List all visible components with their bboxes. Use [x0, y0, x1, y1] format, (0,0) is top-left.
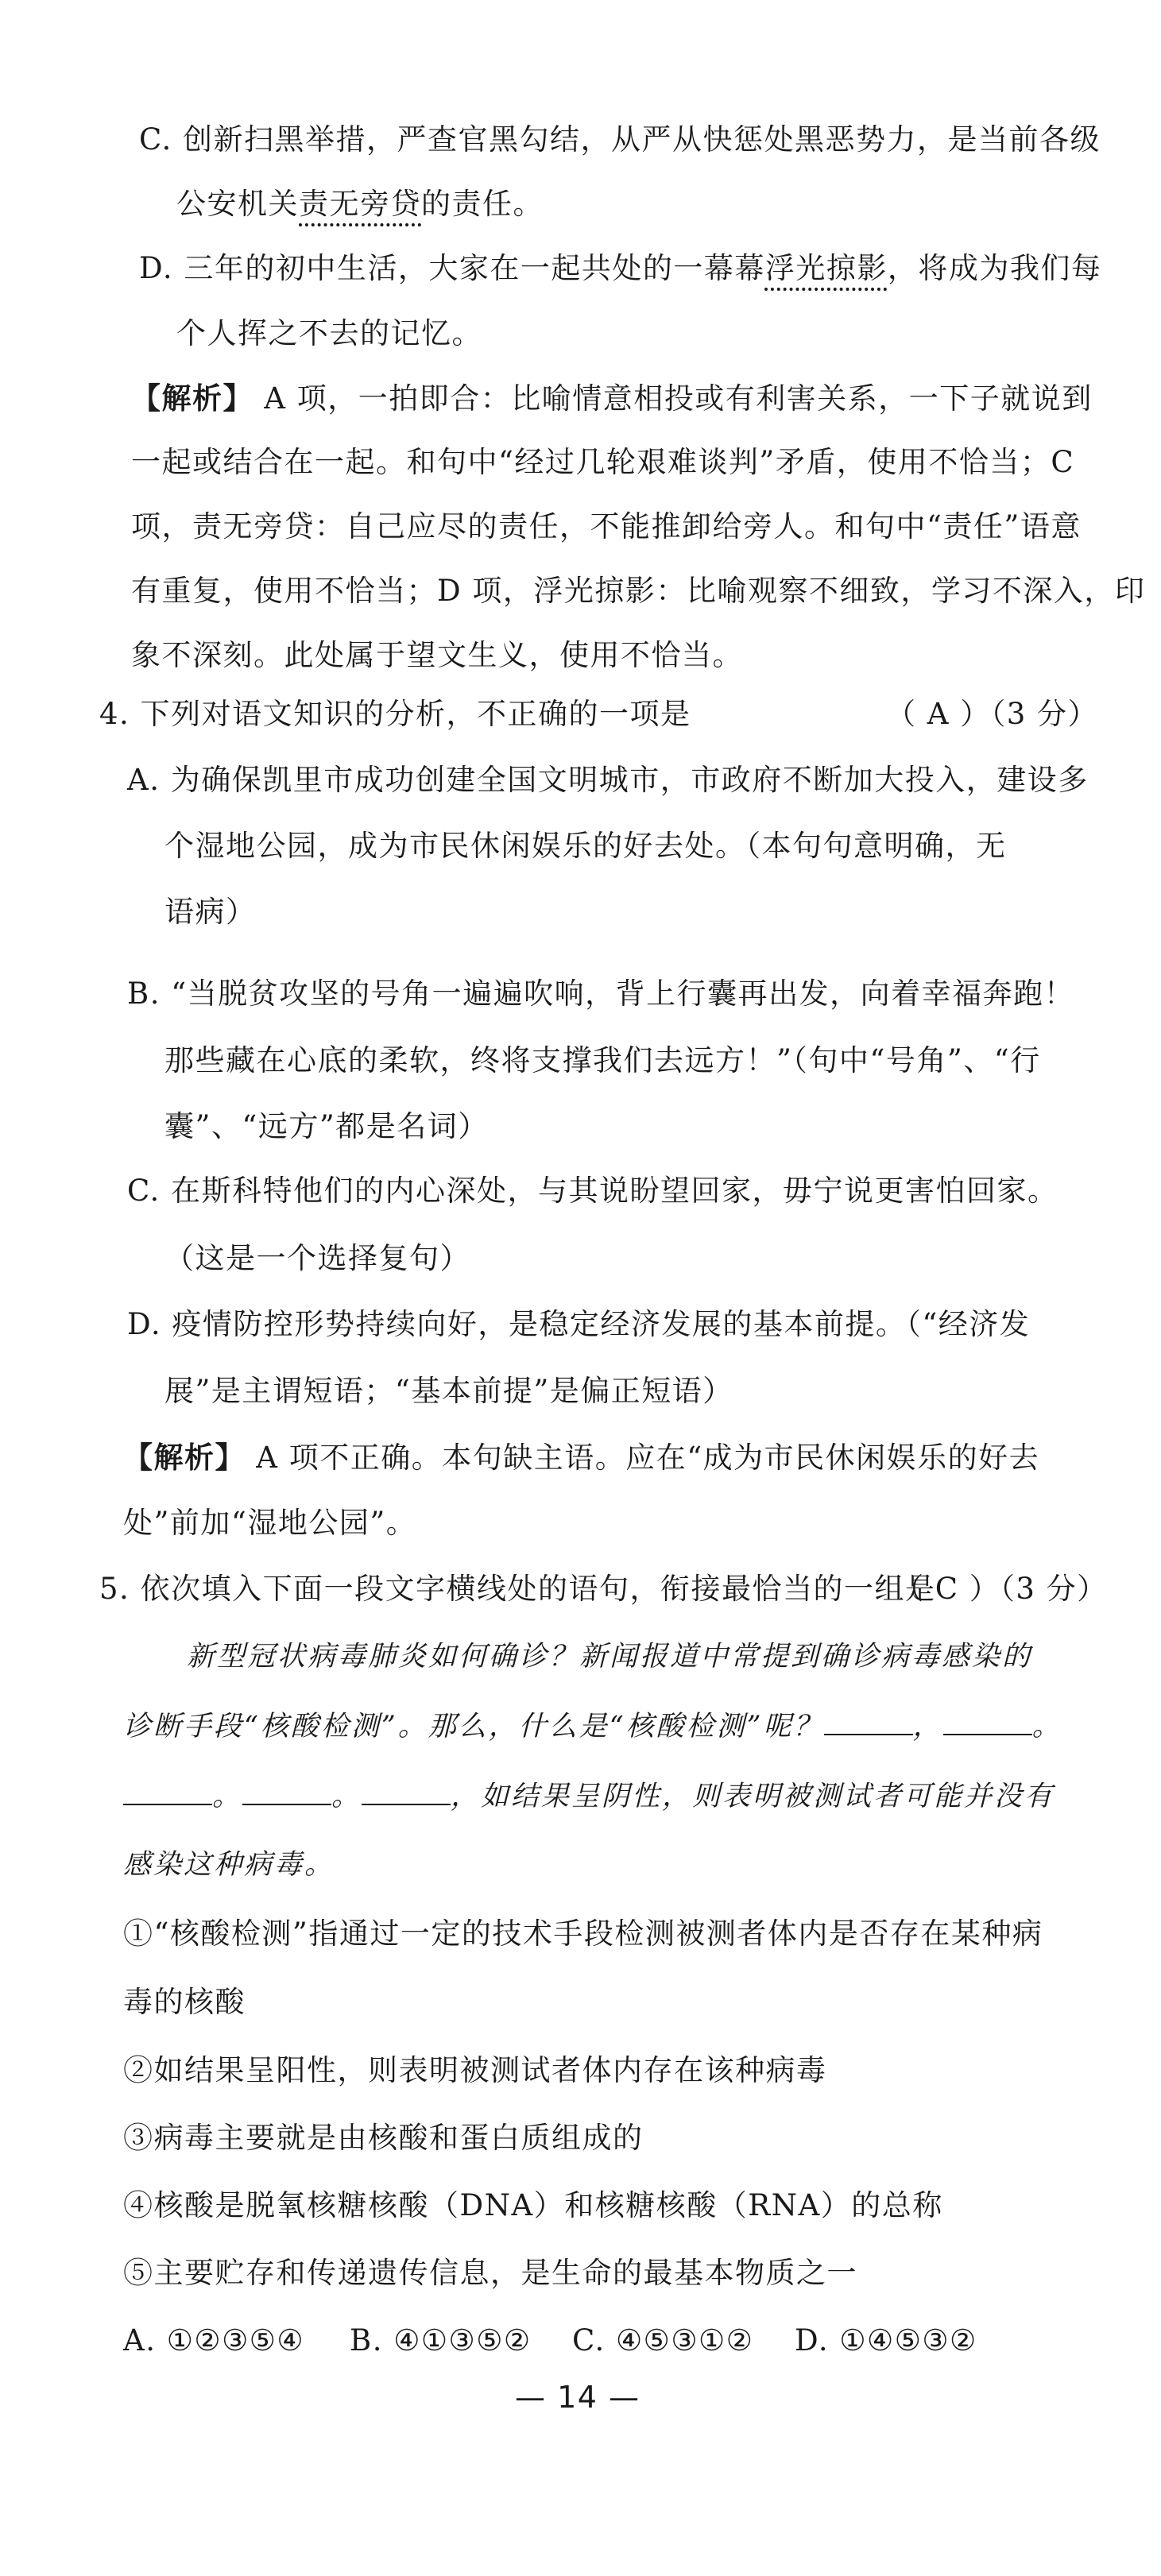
- q4-option-d-line1: D. 疫情防控形势持续向好，是稳定经济发展的基本前提。（“经济发: [127, 1307, 1031, 1341]
- q5-item-2: ②如结果呈阳性，则表明被测试者体内存在该种病毒: [123, 2053, 827, 2087]
- q5-item-5: ⑤主要贮存和传递遗传信息，是生命的最基本物质之一: [123, 2256, 857, 2290]
- q5-passage-line1: 新型冠状病毒肺炎如何确诊？新闻报道中常提到确诊病毒感染的: [187, 1641, 1033, 1673]
- q5-choice-c: C. ④⑤③①②: [572, 2323, 754, 2357]
- q4-option-c-line1: C. 在斯科特他们的内心深处，与其说盼望回家，毋宁说更害怕回家。: [127, 1174, 1058, 1208]
- fill-blank: [362, 1777, 451, 1805]
- page-number: — 14 —: [515, 2380, 640, 2415]
- q4-option-a-line1: A. 为确保凯里市成功创建全国文明城市，市政府不断加大投入，建设多: [127, 763, 1089, 797]
- q5-item-4: ④核酸是脱氧核糖核酸（DNA）和核糖核酸（RNA）的总称: [123, 2188, 943, 2222]
- fill-blank: [824, 1707, 913, 1735]
- analysis-label: 【解析】: [131, 381, 253, 416]
- q3-analysis-line2: 一起或结合在一起。和句中“经过几轮艰难谈判”矛盾，使用不恰当；C: [131, 445, 1075, 479]
- emphasized-idiom: 浮光掠影: [764, 251, 888, 285]
- q4-option-c-line2: （这是一个选择复句）: [164, 1241, 470, 1275]
- q5-answer: （ C ）（3 分）: [894, 1572, 1108, 1606]
- q3-analysis-line5: 象不深刻。此处属于望文生义，使用不恰当。: [131, 638, 743, 672]
- separator: 。: [331, 1781, 362, 1812]
- q3-analysis-line1: [131, 379, 1093, 418]
- q3-analysis-line4: 有重复，使用不恰当；D 项，浮光掠影：比喻观察不细致，学习不深入，印: [131, 574, 1146, 608]
- q4-option-a-line3: 语病）: [164, 895, 257, 929]
- q3-option-c-line1: C. 创新扫黑举措，严查官黑勾结，从严从快惩处黑恶势力，是当前各级: [139, 122, 1101, 157]
- q3-option-d-tail: ，将成为我们每: [887, 251, 1102, 285]
- q5-passage-line3: [123, 1777, 1055, 1816]
- fill-blank: [123, 1777, 212, 1805]
- analysis-label: 【解析】: [123, 1440, 246, 1475]
- q5-passage-line2: [123, 1707, 1062, 1746]
- fill-blank: [943, 1707, 1032, 1735]
- analysis-text: A 项不正确。本句缺主语。应在“成为市民休闲娱乐的好去: [246, 1441, 1040, 1475]
- q4-analysis-line2: 处”前加“湿地公园”。: [123, 1506, 417, 1540]
- q4-option-b-line3: 囊”、“远方”都是名词）: [164, 1109, 489, 1143]
- q3-analysis-line3: 项，责无旁贷：自己应尽的责任，不能推卸给旁人。和句中“责任”语意: [131, 509, 1082, 543]
- q5-item-3: ③病毒主要就是由核酸和蛋白质组成的: [123, 2121, 644, 2155]
- q3-option-c-line2: [176, 185, 544, 223]
- emphasized-idiom: 责无旁贷: [299, 187, 421, 221]
- q5-passage-line4: 感染这种病毒。: [123, 1849, 335, 1881]
- q3-option-d-line2: 个人挥之不去的记忆。: [176, 316, 482, 350]
- analysis-text: A 项，一拍即合：比喻情意相投或有利害关系，一下子就说到: [253, 381, 1093, 416]
- q5-choice-a: A. ①②③⑤④: [123, 2323, 305, 2357]
- fill-blank: [242, 1777, 331, 1805]
- passage-text: 诊断手段“核酸检测”。那么，什么是“核酸检测”呢？: [123, 1711, 824, 1742]
- q4-option-b-line2: 那些藏在心底的柔软，终将支撑我们去远方！”（句中“号角”、“行: [164, 1043, 1041, 1077]
- q5-choice-b: B. ④①③⑤②: [350, 2323, 532, 2357]
- q3-option-d-text: D. 三年的初中生活，大家在一起共处的一幕幕: [139, 251, 765, 285]
- q4-option-a-line2: 个湿地公园，成为市民休闲娱乐的好去处。（本句句意明确，无: [164, 829, 1007, 863]
- q5-choice-d: D. ①④⑤③②: [795, 2323, 977, 2357]
- q4-option-b-line1: B. “当脱贫攻坚的号角一遍遍吹响，背上行囊再出发，向着幸福奔跑！: [127, 977, 1075, 1011]
- q5-stem: 5. 依次填入下面一段文字横线处的语句，衔接最恰当的一组是: [99, 1572, 936, 1606]
- separator: 。: [1031, 1711, 1062, 1742]
- separator: ，: [912, 1711, 943, 1742]
- q5-item-1-line1: ①“核酸检测”指通过一定的技术手段检测被测者体内是否存在某种病: [123, 1917, 1043, 1951]
- separator: 。: [212, 1781, 243, 1812]
- q4-analysis-line1: [123, 1438, 1039, 1477]
- q4-option-d-line2: 展”是主谓短语；“基本前提”是偏正短语）: [164, 1374, 733, 1408]
- q5-item-1-line2: 毒的核酸: [123, 1985, 246, 2019]
- q3-option-d-line1: [139, 249, 1101, 288]
- q4-stem: 4. 下列对语文知识的分析，不正确的一项是: [99, 697, 691, 731]
- q3-option-c-tail: 的责任。: [421, 187, 544, 221]
- passage-text: ，如结果呈阴性，则表明被测试者可能并没有: [451, 1781, 1055, 1812]
- q4-answer: （ A ）（3 分）: [886, 697, 1099, 731]
- q3-option-c-text: 公安机关: [176, 187, 299, 221]
